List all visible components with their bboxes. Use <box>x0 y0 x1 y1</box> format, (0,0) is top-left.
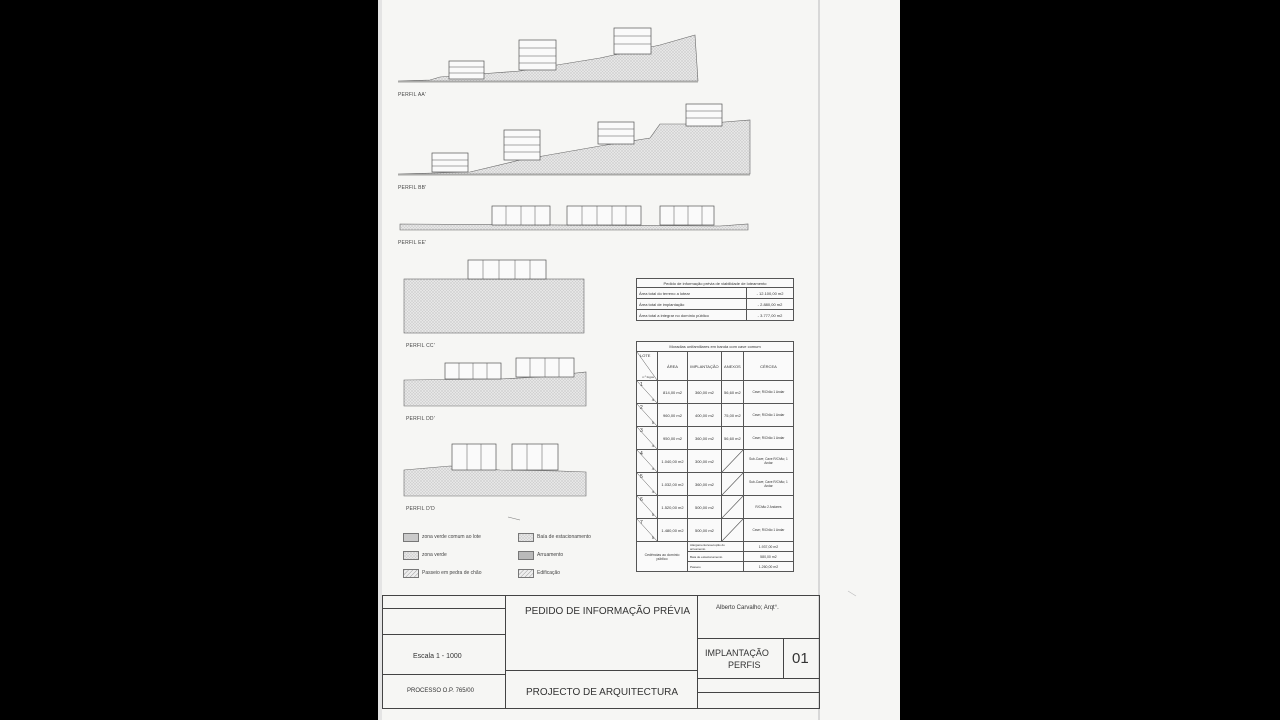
lote-cell <box>637 496 658 519</box>
cercea-cell: Cave; R/Chão 1 Andar <box>743 404 793 427</box>
implantacao-cell: 500,00 m2 <box>687 519 721 542</box>
profile-label-bb: PERFIL BB' <box>398 185 427 191</box>
lots-table-title: Moradias unifamiliares em banda com cave comum <box>637 342 794 352</box>
area-cell: 814,00 m2 <box>658 381 688 404</box>
anexos-cell: 75,00 m2 <box>721 404 743 427</box>
table-row <box>637 450 794 473</box>
lote-number: 7 <box>640 520 643 526</box>
lote-number: 5 <box>640 474 643 480</box>
anexos-cell <box>721 496 743 519</box>
legend-text: Baía de estacionamento <box>537 534 591 540</box>
lote-header <box>637 352 658 381</box>
cedencia-label: Alargamento/execução do arruamento <box>687 542 743 552</box>
profile-cc-drawing <box>404 260 584 333</box>
lote-number: 6 <box>640 497 643 503</box>
legend-swatch-green-common <box>403 533 419 542</box>
legend-text: Edificação <box>537 570 561 576</box>
area-row-label: Área total do terreno a lotear <box>637 288 747 299</box>
cedencia-value: 1.937,00 m2 <box>743 542 793 552</box>
profile-label-aa: PERFIL AA' <box>398 92 427 98</box>
profile-dd-drawing <box>404 358 586 406</box>
lote-cell <box>637 404 658 427</box>
cedencia-label: Baía de estacionamento <box>687 552 743 562</box>
area-header: ÁREA <box>658 352 688 381</box>
table-row <box>637 427 794 450</box>
legend-swatch-building <box>518 569 534 578</box>
area-cell: 1.040,00 m2 <box>658 450 688 473</box>
table-row <box>637 496 794 519</box>
implantacao-cell: 400,00 m2 <box>687 404 721 427</box>
lots-table <box>636 341 794 572</box>
sheet-number: 01 <box>792 650 809 667</box>
anexos-header: ANEXOS <box>721 352 743 381</box>
lote-cell <box>637 381 658 404</box>
cercea-cell: Sub-Cave; Cave R/Chão; 1 Andar <box>743 473 793 496</box>
anexos-cell <box>721 450 743 473</box>
area-summary-table <box>636 278 794 321</box>
cercea-cell: R/Chão 2 Andares <box>743 496 793 519</box>
implantacao-cell: 500,00 m2 <box>687 496 721 519</box>
fogos-number: 5 <box>651 420 654 425</box>
lote-number: 4 <box>640 451 643 457</box>
profile-label-dd2: PERFIL D'D <box>406 506 435 512</box>
cedencias-row <box>637 542 794 552</box>
cedencia-label: Passeio <box>687 562 743 572</box>
implantacao-cell: 300,00 m2 <box>687 450 721 473</box>
fogos-number: 5 <box>651 512 654 517</box>
legend-swatch-green <box>403 551 419 560</box>
profile-label-ee: PERFIL EE' <box>398 240 427 246</box>
lote-cell <box>637 473 658 496</box>
paper-speck <box>848 591 856 596</box>
cercea-cell: Cave; R/Chão 1 Andar <box>743 381 793 404</box>
cercea-header: CÉRCEA <box>743 352 793 381</box>
lote-number: 3 <box>640 428 643 434</box>
anexos-cell: 56,60 m2 <box>721 381 743 404</box>
area-cell: 1.520,00 m2 <box>658 496 688 519</box>
fogos-number: 5 <box>651 535 654 540</box>
anexos-cell: 56,60 m2 <box>721 427 743 450</box>
lote-header-label: LOTE <box>640 353 651 358</box>
drawing-title-1: IMPLANTAÇÃO <box>705 648 769 658</box>
area-cell: 960,00 m2 <box>658 404 688 427</box>
project-title: PROJECTO DE ARQUITECTURA <box>526 687 679 698</box>
table-row <box>637 288 794 299</box>
implantacao-cell: 360,00 m2 <box>687 427 721 450</box>
fogos-number: 4 <box>651 489 654 494</box>
area-cell: 1.480,00 m2 <box>658 519 688 542</box>
area-row-value: - 3.777,00 m2 <box>747 310 794 321</box>
cedencia-value: 580,00 m2 <box>743 552 793 562</box>
legend-swatch-road <box>518 551 534 560</box>
lote-number: 1 <box>640 382 643 388</box>
area-cell: 1.032,00 m2 <box>658 473 688 496</box>
table-row <box>637 473 794 496</box>
implantacao-header: IMPLANTAÇÃO <box>687 352 721 381</box>
cercea-cell: Cave; R/Chão 1 Andar <box>743 519 793 542</box>
area-row-label: Área total de implantação <box>637 299 747 310</box>
legend-text: zona verde comum ao lote <box>422 534 481 540</box>
lote-cell <box>637 450 658 473</box>
implantacao-cell: 360,00 m2 <box>687 381 721 404</box>
area-table-title: Pedido de informação prévia de viabilidade de loteamento <box>637 279 794 288</box>
anexos-cell <box>721 473 743 496</box>
scale-label: Escala 1 - 1000 <box>413 653 462 660</box>
fogos-number: 4 <box>651 443 654 448</box>
profile-label-dd: PERFIL DD' <box>406 416 435 422</box>
title-block <box>382 595 820 709</box>
fogos-number: 4 <box>651 466 654 471</box>
request-title: PEDIDO DE INFORMAÇÃO PRÉVIA <box>525 606 691 617</box>
anexos-cell <box>721 519 743 542</box>
profile-label-cc: PERFIL CC' <box>406 343 435 349</box>
implantacao-cell: 360,00 m2 <box>687 473 721 496</box>
area-row-value: - 2.880,00 m2 <box>747 299 794 310</box>
process-number: PROCESSO O.P. 765/00 <box>407 688 474 694</box>
area-cell: 950,00 m2 <box>658 427 688 450</box>
legend-text: Passeio em pedra de chão <box>422 570 482 576</box>
area-row-value: - 12.100,00 m2 <box>747 288 794 299</box>
profile-aa-drawing <box>398 28 698 82</box>
legend-swatch-sidewalk <box>403 569 419 578</box>
fogos-header-label: n.º fogos <box>642 375 654 379</box>
drawing-title-2: PERFIS <box>728 660 761 670</box>
cercea-cell: Sub-Cave; Cave R/Chão; 1 Andar <box>743 450 793 473</box>
author-name: Alberto Carvalho; Arqt°. <box>716 605 779 611</box>
pencil-mark <box>508 517 520 520</box>
fogos-number: 4 <box>651 397 654 402</box>
table-row <box>637 310 794 321</box>
table-row <box>637 404 794 427</box>
legend-text: zona verde <box>422 552 447 558</box>
table-row <box>637 299 794 310</box>
cedencia-value: 1.260,00 m2 <box>743 562 793 572</box>
profile-dd2-drawing <box>404 444 586 496</box>
profile-ee-drawing <box>400 206 748 230</box>
cedencias-label: Cedências ao domínio público <box>637 542 688 572</box>
lote-cell <box>637 427 658 450</box>
profile-bb-drawing <box>398 104 750 175</box>
area-row-label: Área total a integrar no domínio público <box>637 310 747 321</box>
legend-swatch-parking <box>518 533 534 542</box>
lote-cell <box>637 519 658 542</box>
lote-number: 2 <box>640 405 643 411</box>
table-row <box>637 381 794 404</box>
table-row <box>637 519 794 542</box>
cercea-cell: Cave; R/Chão 1 Andar <box>743 427 793 450</box>
legend-text: Arruamento <box>537 552 564 558</box>
